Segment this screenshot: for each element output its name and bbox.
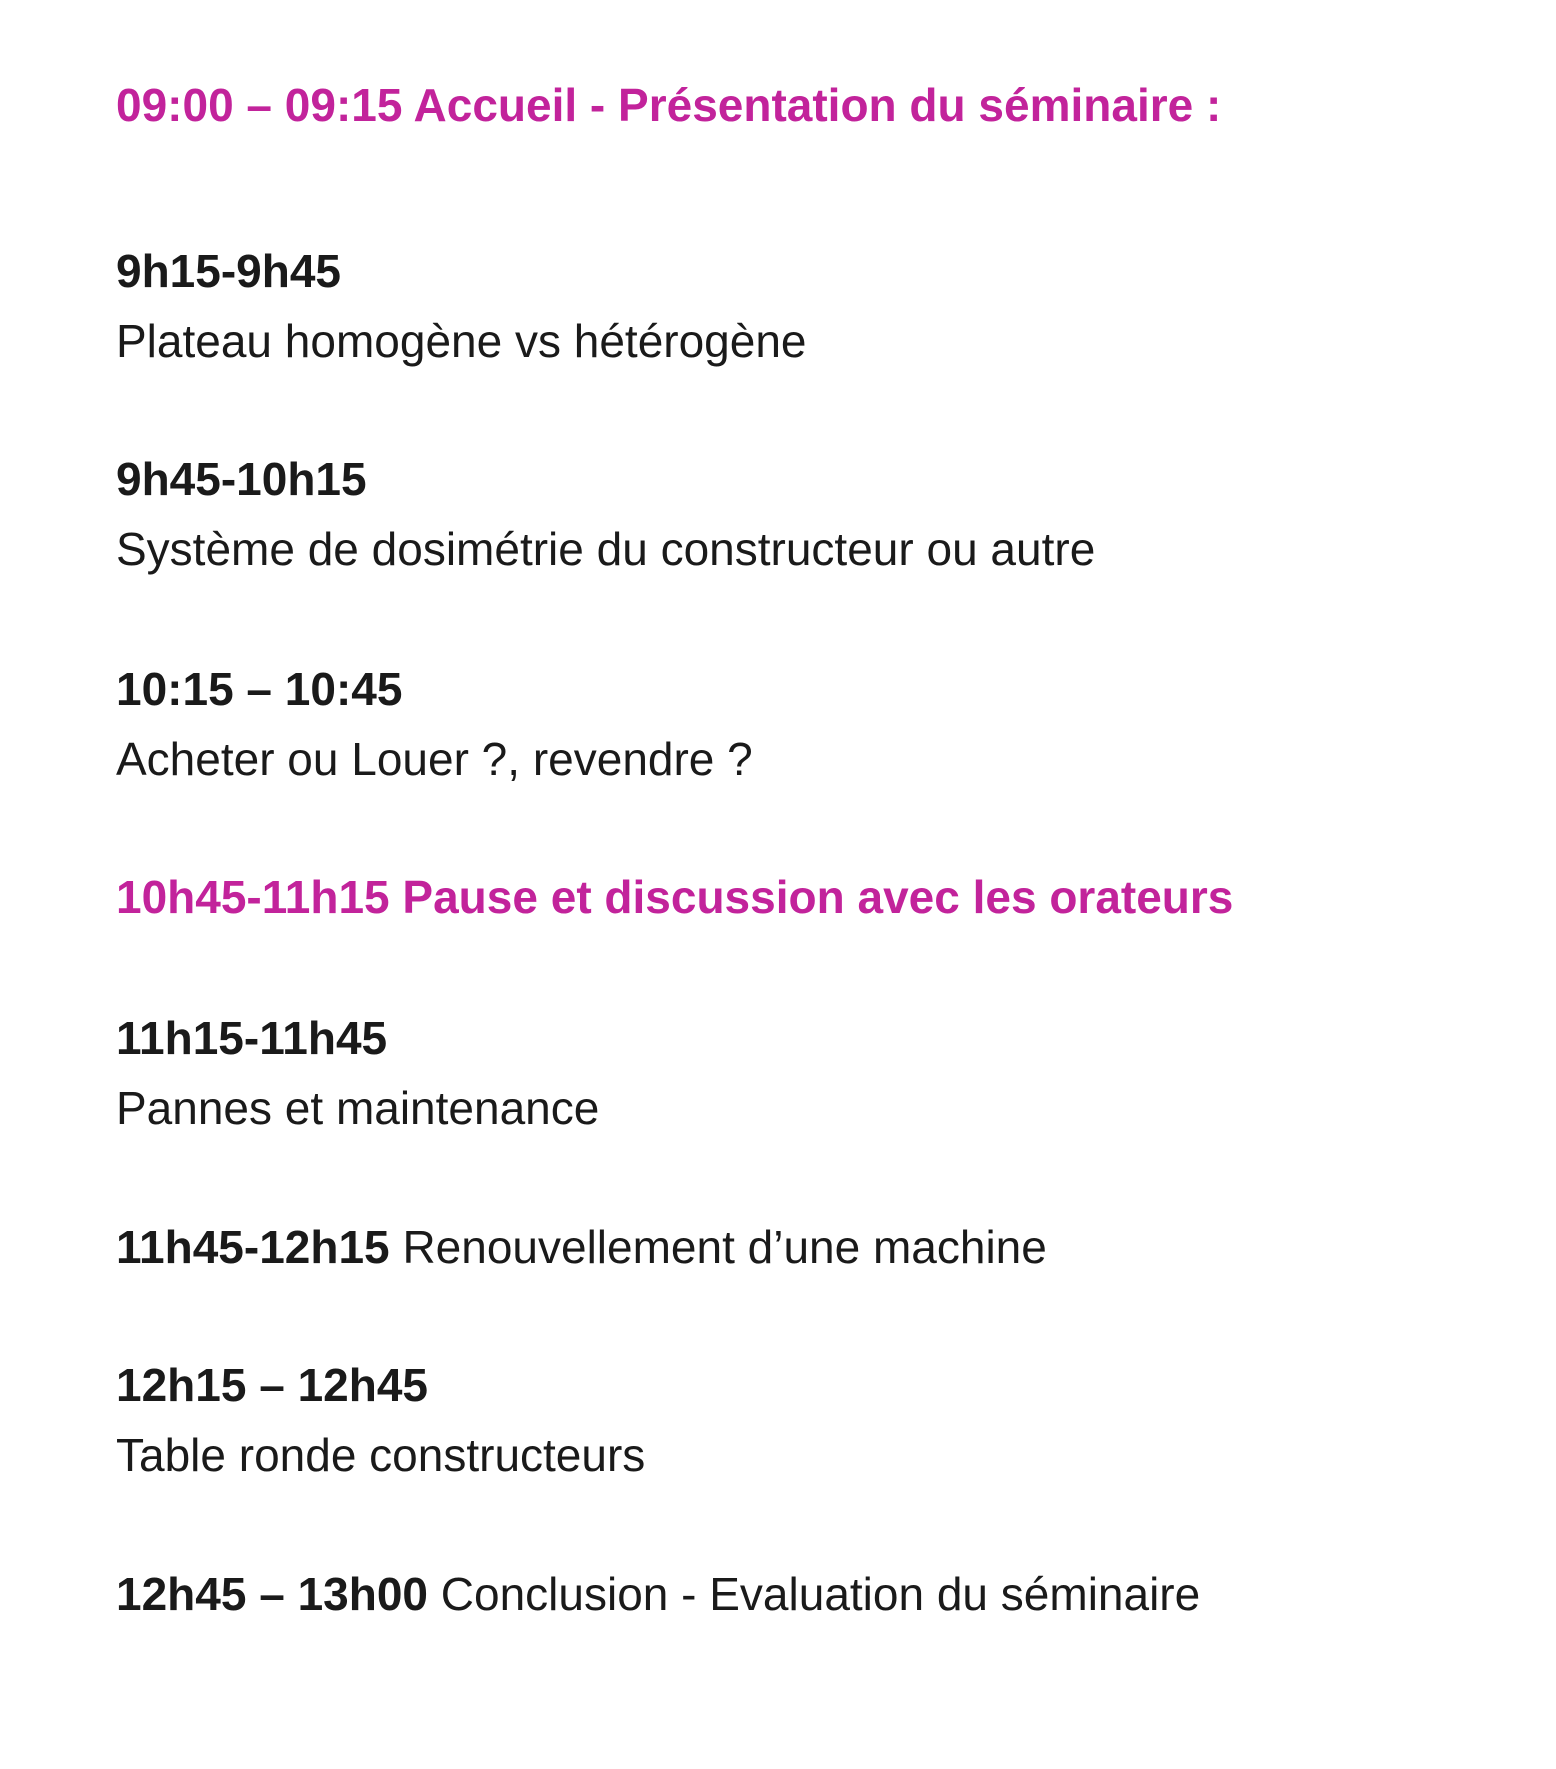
agenda-title-2: Système de dosimétrie du constructeur ou autre: [116, 523, 1096, 575]
agenda-item-renouvellement: [116, 1219, 1047, 1275]
agenda-time-2: 9h45-10h15: [116, 453, 367, 505]
agenda-title-5: Renouvellement d’une machine: [402, 1221, 1047, 1273]
agenda-time-3: 10:15 – 10:45: [116, 663, 403, 715]
agenda-title-6: Table ronde constructeurs: [116, 1429, 646, 1481]
agenda-time-5: 11h45-12h15: [116, 1221, 390, 1273]
agenda-item-conclusion: [116, 1566, 1200, 1622]
agenda-title-4: Pannes et maintenance: [116, 1082, 600, 1134]
agenda-time-1: 9h15-9h45: [116, 245, 342, 297]
agenda-title-1: Plateau homogène vs hétérogène: [116, 315, 807, 367]
welcome-heading: 09:00 – 09:15 Accueil - Présentation du séminaire :: [116, 79, 1222, 131]
agenda-time-6: 12h15 – 12h45: [116, 1359, 429, 1411]
agenda-title-7: Conclusion - Evaluation du séminaire: [440, 1568, 1201, 1620]
pause-heading: 10h45-11h15 Pause et discussion avec les orateurs: [116, 871, 1234, 923]
agenda-title-3: Acheter ou Louer ?, revendre ?: [116, 733, 753, 785]
agenda-time-4: 11h15-11h45: [116, 1012, 388, 1064]
agenda-time-7: 12h45 – 13h00: [116, 1568, 429, 1620]
